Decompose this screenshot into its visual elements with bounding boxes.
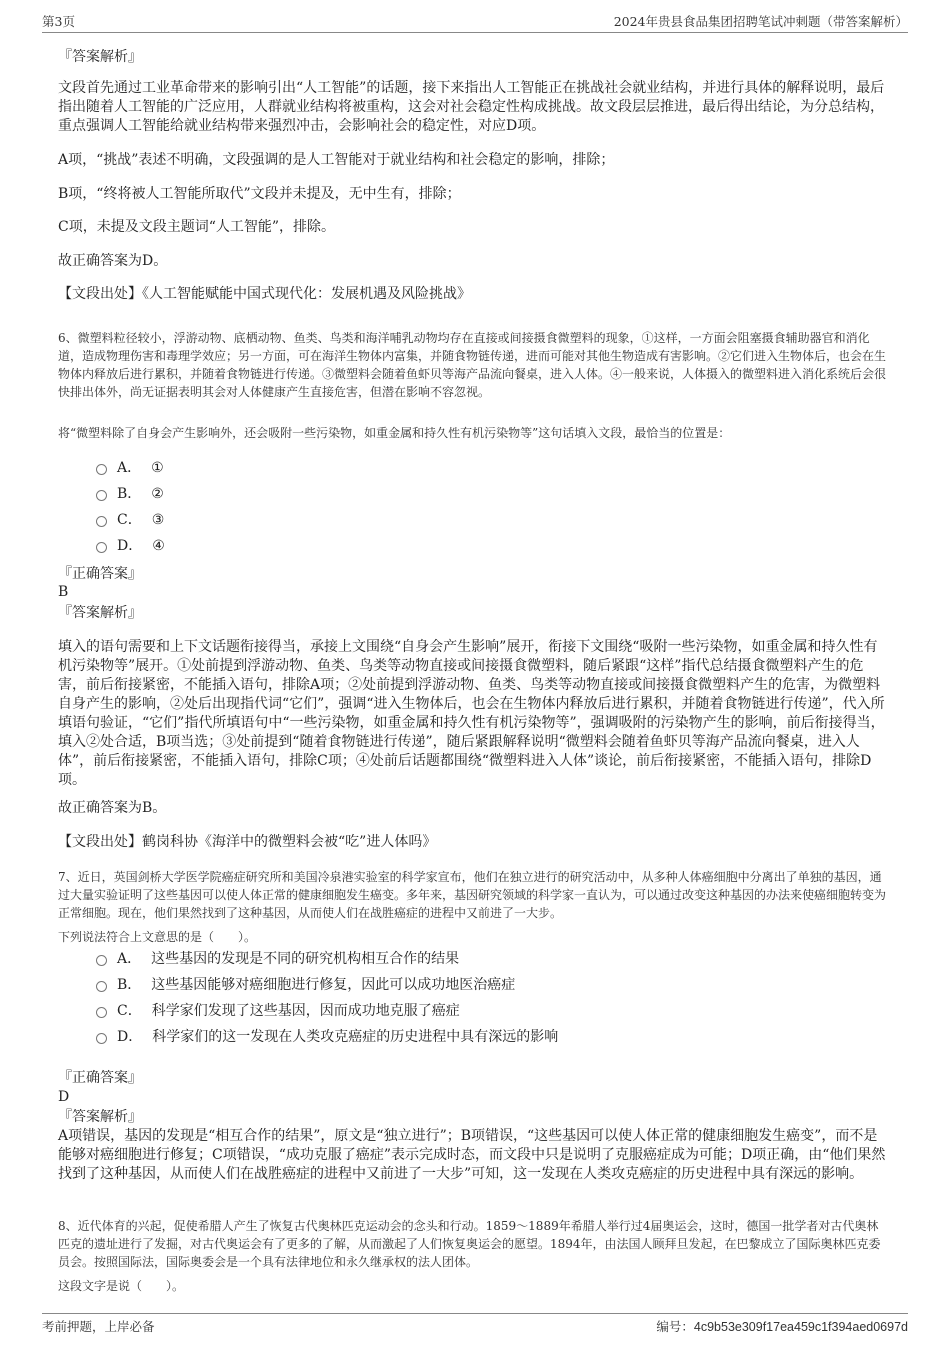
page-footer <box>42 1313 908 1337</box>
code-label: 编号： <box>656 1319 694 1334</box>
document-code <box>656 1317 908 1335</box>
q7-analysis-label: 『答案解析』 <box>58 1109 142 1125</box>
option-text: ③ <box>151 512 165 528</box>
option-text: ② <box>151 486 164 502</box>
page-header <box>42 12 908 33</box>
option-letter: A． <box>117 951 142 967</box>
option-text: 这些基因能够对癌细胞进行修复，因此可以成功地医治癌症 <box>151 977 516 993</box>
q6-option-a[interactable] <box>96 458 164 478</box>
radio-icon[interactable] <box>96 516 107 527</box>
option-letter: A． <box>117 460 142 476</box>
q6-option-b[interactable] <box>96 484 164 504</box>
radio-icon[interactable] <box>96 1033 107 1044</box>
q6-conclusion: 故正确答案为B。 <box>58 800 167 816</box>
q6-analysis-label: 『答案解析』 <box>58 605 142 621</box>
q5-item-a: A项，“挑战”表述不明确，文段强调的是人工智能对于就业结构和社会稳定的影响，排除； <box>58 152 615 168</box>
q7-analysis-text: A项错误，基因的发现是“相互合作的结果”，原文是“独立进行”；B项错误，“这些基因可以使人体正常的健康细胞发生癌变”，而不是能够对癌细胞进行修复；C项错误，“成功克服了癌症”表示完成时态，而文段中只是说明了克服癌症成为可能；D项正确，由“他们果然找到了这种基因，从而使人们在战胜癌症的进程中又前进了一大步”可知，这一发现在人类攻克癌症的历史进程中具有深远的影响。 <box>58 1128 886 1182</box>
option-letter: C． <box>117 512 142 528</box>
q6-source: 【文段出处】鹤岗科协《海洋中的微塑料会被“吃”进人体吗》 <box>58 834 437 850</box>
q7-option-d[interactable] <box>96 1027 558 1047</box>
q5-item-b: B项，“终将被人工智能所取代”文段并未提及，无中生有，排除； <box>58 186 461 202</box>
page-number: 第3页 <box>42 14 75 29</box>
option-letter: C． <box>117 1003 142 1019</box>
q8-question: 这段文字是说（ ）。 <box>58 1279 185 1293</box>
option-text: ① <box>151 460 164 476</box>
q8-passage: 8、近代体育的兴起，促使希腊人产生了恢复古代奥林匹克运动会的念头和行动。1859～1889年希腊人举行过4届奥运会，这时，德国一批学者对古代奥林匹克的遗址进行了发掘，对古代奥运会有了更多的了解，从而激起了人们恢复奥运会的愿望。1894年，由法国人顾拜旦发起，在巴黎成立了国际奥林匹克委员会。按照国际法，国际奥委会是一个具有法律地位和永久继承权的法人团体。 <box>58 1219 881 1269</box>
q5-item-c: C项，未提及文段主题词“人工智能”，排除。 <box>58 219 336 235</box>
q5-analysis-label: 『答案解析』 <box>58 49 142 65</box>
option-letter: B． <box>117 977 142 993</box>
option-text: ④ <box>152 538 165 554</box>
option-letter: D． <box>117 538 143 554</box>
q5-analysis-text: 文段首先通过工业革命带来的影响引出“人工智能”的话题，接下来指出人工智能正在挑战社会就业结构，并进行具体的解释说明，最后指出随着人工智能的广泛应用，人群就业结构将被重构，这会对社会稳定性构成挑战。故文段层层推进，最后得出结论，为分总结构，重点强调人工智能给就业结构带来强烈冲击，会影响社会的稳定性，对应D项。 <box>58 80 885 134</box>
footer-slogan: 考前押题，上岸必备 <box>42 1319 155 1334</box>
q7-answer: D <box>58 1089 70 1105</box>
q7-option-b[interactable] <box>96 975 515 995</box>
radio-icon[interactable] <box>96 464 107 475</box>
q6-answer: B <box>58 584 69 600</box>
q6-option-c[interactable] <box>96 510 164 530</box>
q6-option-d[interactable] <box>96 536 165 556</box>
q7-option-a[interactable] <box>96 949 459 969</box>
q7-answer-label: 『正确答案』 <box>58 1070 142 1086</box>
q6-question: 将“微塑料除了自身会产生影响外，还会吸附一些污染物，如重金属和持久性有机污染物等”这句话填入文段，最恰当的位置是： <box>58 426 731 440</box>
radio-icon[interactable] <box>96 955 107 966</box>
option-letter: B． <box>117 486 142 502</box>
radio-icon[interactable] <box>96 542 107 553</box>
radio-icon[interactable] <box>96 1007 107 1018</box>
q5-conclusion: 故正确答案为D。 <box>58 253 168 269</box>
option-text: 这些基因的发现是不同的研究机构相互合作的结果 <box>151 951 460 967</box>
radio-icon[interactable] <box>96 981 107 992</box>
q7-option-c[interactable] <box>96 1001 460 1021</box>
q5-source: 【文段出处】《人工智能赋能中国式现代化：发展机遇及风险挑战》 <box>58 286 471 302</box>
radio-icon[interactable] <box>96 490 107 501</box>
option-text: 科学家们的这一发现在人类攻克癌症的历史进程中具有深远的影响 <box>152 1029 559 1045</box>
code-value: 4c9b53e309f17ea459c1f394aed0697d <box>693 1320 908 1334</box>
q6-analysis-text: 填入的语句需要和上下文话题衔接得当，承接上文围绕“自身会产生影响”展开，衔接下文围绕“吸附一些污染物，如重金属和持久性有机污染物等”展开。①处前提到浮游动物、鱼类、鸟类等动物直接或间接摄食微塑料，随后紧跟“这样”指代总结摄食微塑料产生的危害，前后衔接紧密，不能插入语句，排除A项；②处前提到浮游动物、鱼类、鸟类等动物直接或间接摄食微塑料产生的危害，为微塑料自身产生的影响，②处后出现指代词“它们”，强调“进入生物体后，也会在生物体内释放后进行累积，并随着食物链进行传递”，代入所填语句验证，“它们”指代所填语句中“一些污染物，如重金属和持久性有机污染物等”，强调吸附的污染物产生的影响，前后衔接得当，填入②处合适，B项当选；③处前提到“随着食物链进行传递”，随后紧跟解释说明“微塑料会随着鱼虾贝等海产品流向餐桌，进入人体”，前后衔接紧密，不能插入语句，排除C项；④处前后话题都围绕“微塑料进入人体”谈论，前后衔接紧密，不能插入语句，排除D项。 <box>58 639 885 788</box>
q7-question: 下列说法符合上文意思的是（ ）。 <box>58 930 257 944</box>
q6-answer-label: 『正确答案』 <box>58 566 142 582</box>
option-letter: D． <box>117 1029 143 1045</box>
document-title: 2024年贵县食品集团招聘笔试冲刺题（带答案解析） <box>613 14 908 29</box>
option-text: 科学家们发现了这些基因，因而成功地克服了癌症 <box>151 1003 460 1019</box>
q6-passage: 6、微塑料粒径较小，浮游动物、底栖动物、鱼类、鸟类和海洋哺乳动物均存在直接或间接摄食微塑料的现象，①这样，一方面会阻塞摄食辅助器官和消化道，造成物理伤害和毒理学效应；另一方面，可在海洋生物体内富集，并随食物链传递，进而可能对其他生物造成有害影响。②它们进入生物体后，也会在生物体内释放后进行累积，并随着食物链进行传递。③微塑料会随着鱼虾贝等海产品流向餐桌，进入人体。④一般来说，人体摄入的微塑料进入消化系统后会很快排出体外，尚无证据表明其会对人体健康产生直接危害，但潜在影响不容忽视。 <box>58 331 887 399</box>
q7-passage: 7、近日，英国剑桥大学医学院癌症研究所和美国冷泉港实验室的科学家宣布，他们在独立进行的研究活动中，从多种人体癌细胞中分离出了单独的基因，通过大量实验证明了这些基因可以使人体正常的健康细胞发生癌变。多年来，基因研究领域的科学家一直认为，可以通过改变这种基因的办法来使癌细胞转变为正常细胞。现在，他们果然找到了这种基因，从而使人们在战胜癌症的进程中又前进了一大步。 <box>58 870 887 920</box>
